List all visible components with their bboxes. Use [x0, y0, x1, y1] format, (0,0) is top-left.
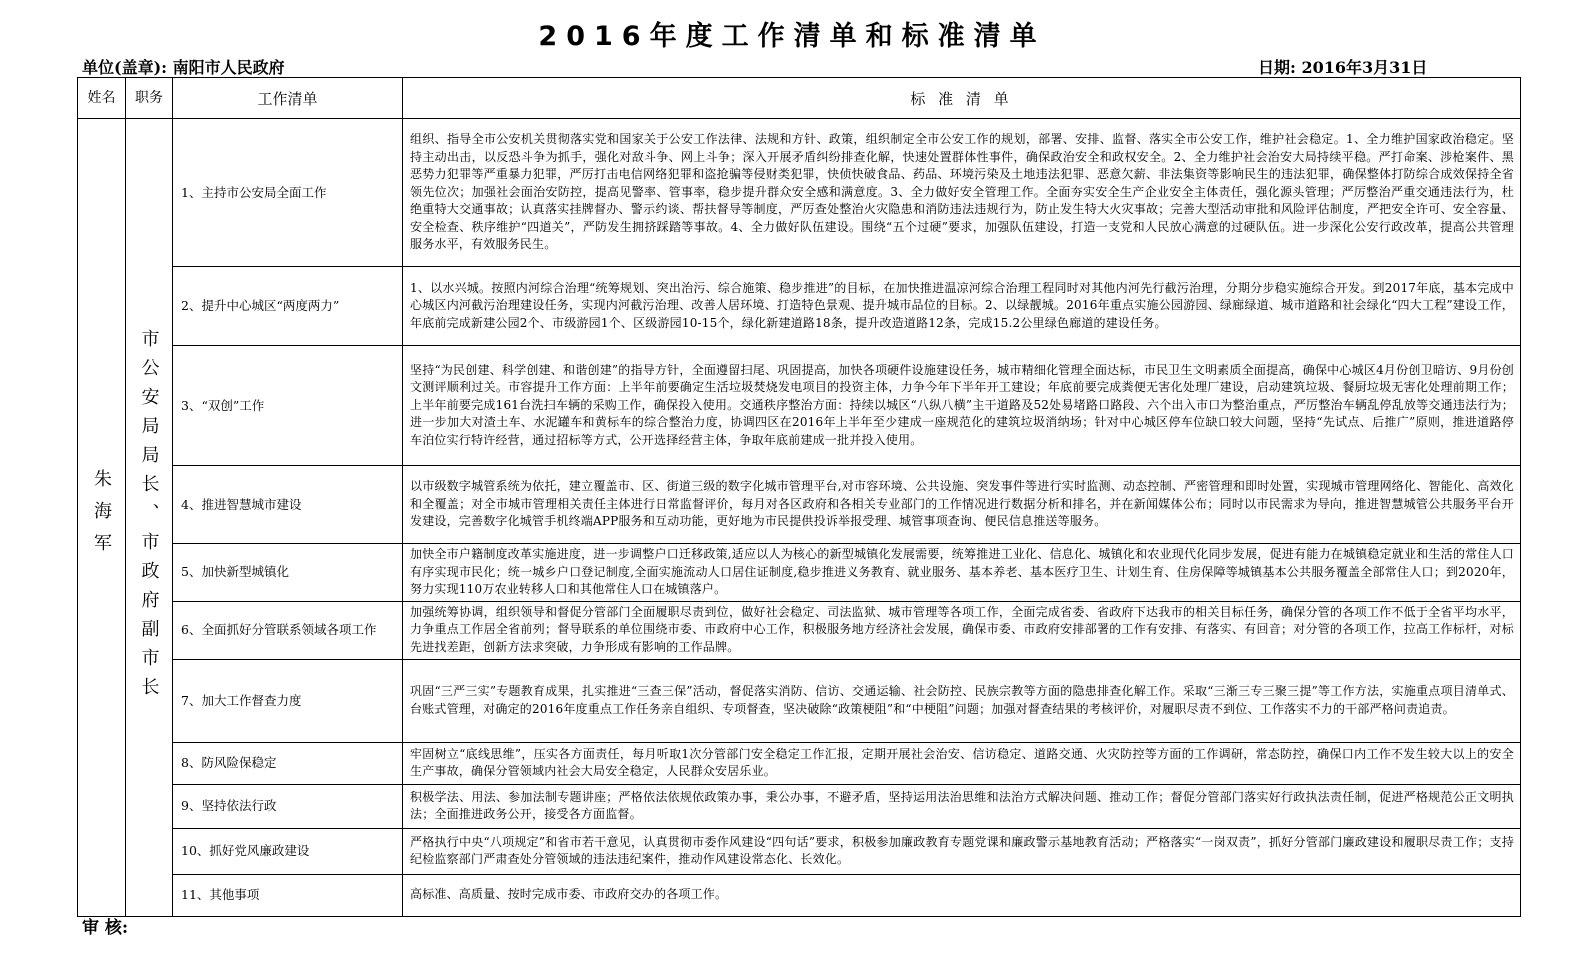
standard-text: 1、以水兴城。按照内河综合治理“统筹规划、突出治污、综合施策、稳步推进”的目标，在加快推进温凉河综合治理工程同时对其他内河先行截污治理，分期分步稳实施综合开发。到2017年底，基本完成中心城区内河截污治理建设任务，实现内河截污治理、改善人居环境、打造特色景观、提升城市品位的目标。2、以绿靓城。2016年重点实施公园游园、绿廊绿道、城市道路和社会绿化“四大工程”建设工作，年底前完成新建公园2个、市级游园1个、区级游园10-15个，绿化新建道路18条，提升改造道路12条，完成15.2公里绿色廊道的建设任务。 [403, 267, 1521, 346]
table-header-row [78, 78, 1521, 119]
table-row [78, 119, 1521, 267]
standard-text: 高标准、高质量、按时完成市委、市政府交办的各项工作。 [403, 874, 1521, 916]
table-row [78, 267, 1521, 346]
standard-text: 坚持“为民创建、科学创建、和谐创建”的指导方针，全面遵留扫尾、巩固提高，加快各项硬件设施建设任务，城市精细化管理全面达标，市民卫生文明素质全面提高，确保中心城区4月份创卫暗访、9月份创文测评顺利过关。市容提升工作方面：上半年前要确定生活垃圾焚烧发电项目的投资主体，力争今年下半年开工建设；年底前要完成粪便无害化处理厂建设，启动建筑垃圾、餐厨垃圾无害化处理前期工作；上半年前要完成161台洗扫车辆的采购工作，确保投入使用。交通秩序整治方面：持续以城区“八纵八横”主干道路及52处易堵路口路段、六个出入市口为整治重点，严厉整治车辆乱停乱放等交通违法行为；进一步加大对渣土车、水泥罐车和黄标车的综合整治力度，协调四区在2016年上半年至少建成一座规范化的建筑垃圾消纳场；针对中心城区停车位缺口较大问题，坚持“先试点、后推广”原则，推进道路停车泊位实行特许经营，通过招标等方式，公开选择经营主体，争取年底前建成一批并投入使用。 [403, 346, 1521, 466]
work-item: 6、全面抓好分管联系领域各项工作 [173, 601, 403, 659]
table-row [78, 828, 1521, 874]
work-item: 9、坚持依法行政 [173, 784, 403, 828]
review-label: 审 核: [82, 918, 129, 938]
work-item: 4、推进智慧城市建设 [173, 466, 403, 544]
table-row [78, 874, 1521, 916]
standard-text: 加快全市户籍制度改革实施进度，进一步调整户口迁移政策,适应以人为核心的新型城镇化发展需要，统筹推进工业化、信息化、城镇化和农业现代化同步发展，促进有能力在城镇稳定就业和生活的常住人口有序实现市民化；统一城乡户口登记制度,全面实施流动人口居住证制度,稳步推进义务教育、就业服务、基本养老、基本医疗卫生、计划生育、住房保障等城镇基本公共服务覆盖全部常住人口；到2020年，努力实现110万农业转移人口和其他常住人口在城镇落户。 [403, 544, 1521, 602]
table-row [78, 659, 1521, 742]
standard-text: 加强统筹协调，组织领导和督促分管部门全面履职尽责到位，做好社会稳定、司法监狱、城市管理等各项工作，全面完成省委、省政府下达我市的相关目标任务，确保分管的各项工作不低于全省平均水平，力争重点工作居全省前列；督导联系的单位围绕市委、市政府中心工作，积极服务地方经济社会发展，确保市委、市政府安排部署的工作有安排、有落实、有回音；对分管的各项工作，拉高工作标杆，对标先进找差距，创新方法求突破，力争形成有影响的工作品牌。 [403, 601, 1521, 659]
person-name-cell [78, 119, 126, 917]
table-row [78, 346, 1521, 466]
table-row [78, 742, 1521, 784]
standard-text: 牢固树立“底线思维”，压实各方面责任，每月听取1次分管部门安全稳定工作汇报，定期开展社会治安、信访稳定、道路交通、火灾防控等方面的工作调研，常态防控，确保口内工作不发生较大以上的安全生产事故，确保分管领域内社会大局安全稳定，人民群众安居乐业。 [403, 742, 1521, 784]
work-item: 11、其他事项 [173, 874, 403, 916]
standard-text: 以市级数字城管系统为依托，建立覆盖市、区、街道三级的数字化城市管理平台,对市容环境、公共设施、突发事件等进行实时监测、动态控制、严密管理和即时处置，实现城市管理网络化、智能化、高效化和全覆盖；对全市城市管理相关责任主体进行日常监督评价，每月对各区政府和各相关专业部门的工作情况进行数据分析和排名，并在新闻媒体公布；同时以市民需求为导向，推进智慧城管公共服务平台开发建设，完善数字化城管手机终端APP服务和互动功能，更好地为市民提供投诉举报受理、城管事项查询、便民信息推送等服务。 [403, 466, 1521, 544]
col-header-standard: 标 准 清 单 [403, 78, 1521, 119]
standard-text: 积极学法、用法、参加法制专题讲座；严格依法依规依政策办事，秉公办事，不避矛盾，坚持运用法治思维和法治方式解决问题、推动工作；督促分管部门落实好行政执法责任制，促进严格规范公正文明执法；全面推进政务公开，接受各方面监督。 [403, 784, 1521, 828]
work-item: 10、抓好党风廉政建设 [173, 828, 403, 874]
work-standard-table [77, 77, 1521, 917]
standard-text: 组织、指导全市公安机关贯彻落实党和国家关于公安工作法律、法规和方针、政策，组织制定全市公安工作的规划，部署、安排、监督、落实全市公安工作，维护社会稳定。1、全力维护国家政治稳定。坚持主动出击，以反恐斗争为抓手，强化对敌斗争、网上斗争；深入开展矛盾纠纷排查化解，快速处置群体性事件，确保政治安全和政权安全。2、全力维护社会治安大局持续平稳。严打命案、涉枪案件、黑恶势力犯罪等严重暴力犯罪，严厉打击电信网络犯罪和盗抢骗等侵财类犯罪，快侦快破食品、药品、环境污染及土地违法犯罪、恶意欠薪、非法集资等影响民生的违法犯罪，确保整体打防综合成效保持全省领先位次；加强社会面治安防控，提高见警率、管事率，稳步提升群众安全感和满意度。3、全力做好安全管理工作。全面夯实安全生产企业安全主体责任，强化源头管理；严厉整治严重交通违法行为，杜绝重特大交通事故；认真落实挂牌督办、警示约谈、帮扶督导等制度，严厉查处整治火灾隐患和消防违法违规行为，防止发生特大火灾事故；完善大型活动审批和风险评估制度，严把安全许可、安全容量、安全检查、秩序维护“四道关”，严防发生拥挤踩踏等事故。4、全力做好队伍建设。围绕“五个过硬”要求，加强队伍建设，打造一支党和人民放心满意的过硬队伍。进一步深化公安行政改革，提高公共管理服务水平，有效服务民生。 [403, 119, 1521, 267]
work-item: 3、“双创”工作 [173, 346, 403, 466]
col-header-name: 姓名 [78, 78, 126, 119]
table-row [78, 466, 1521, 544]
document-title: 2016年度工作清单和标准清单 [538, 21, 1046, 52]
work-item: 5、加快新型城镇化 [173, 544, 403, 602]
table-row [78, 601, 1521, 659]
table-row [78, 784, 1521, 828]
standard-text: 巩固“三严三实”专题教育成果，扎实推进“三查三保”活动，督促落实消防、信访、交通运输、社会防控、民族宗教等方面的隐患排查化解工作。采取“三渐三专三聚三提”等工作方法，实施重点项目清单式、台账式管理，对确定的2016年度重点工作任务亲自组织、专项督查，坚决破除“政策梗阻”和“中梗阻”问题；加强对督查结果的考核评价，对履职尽责不到位、工作落实不力的干部严格问责追责。 [403, 659, 1521, 742]
col-header-role: 职务 [126, 78, 173, 119]
work-item: 8、防风险保稳定 [173, 742, 403, 784]
position-title: 市公安局局长、市政府副市长 [138, 328, 160, 706]
work-item: 1、主持市公安局全面工作 [173, 119, 403, 267]
standard-text: 严格执行中央“八项规定”和省市若干意见，认真贯彻市委作风建设“四句话”要求，积极参加廉政教育专题党课和廉政警示基地教育活动；严格落实“一岗双责”，抓好分管部门廉政建设和履职尽责工作；支持纪检监察部门严肃查处分管领域的违法违纪案件，推动作风建设常态化、长效化。 [403, 828, 1521, 874]
work-item: 7、加大工作督查力度 [173, 659, 403, 742]
col-header-work: 工作清单 [173, 78, 403, 119]
position-cell [126, 119, 173, 917]
table-row [78, 544, 1521, 602]
unit-label: 单位(盖章): 南阳市人民政府 [82, 58, 285, 77]
person-name: 朱海军 [91, 469, 112, 566]
work-item: 2、提升中心城区“两度两力” [173, 267, 403, 346]
date-label: 日期: 2016年3月31日 [1258, 58, 1428, 77]
